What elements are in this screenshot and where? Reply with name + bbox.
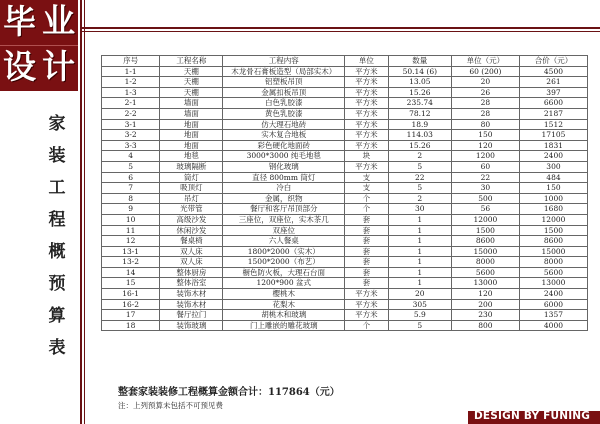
table-row (102, 257, 588, 268)
table-cell: 150 (519, 183, 587, 194)
table-cell: 30 (451, 183, 519, 194)
table-cell: 平方米 (344, 87, 388, 98)
table-cell: 2187 (519, 108, 587, 119)
logo-char: 业 (42, 1, 75, 40)
table-row (102, 172, 588, 183)
table-cell: 套 (344, 246, 388, 257)
table-cell: 橱色防火板，大理石台面 (223, 267, 345, 278)
design-credit: DESIGN BY FUNING (474, 410, 591, 422)
table-cell: 装饰木材 (160, 299, 223, 310)
table-cell: 1200*900 盆式 (223, 278, 345, 289)
side-title-char: 算 (48, 306, 66, 326)
table-body (102, 66, 588, 331)
table-cell: 天棚 (160, 66, 223, 77)
budget-table-container (101, 55, 588, 331)
table-cell: 胡桃木和玻璃 (223, 310, 345, 321)
table-cell: 1000 (519, 193, 587, 204)
table-row (102, 98, 588, 109)
logo-char: 毕 (3, 2, 36, 41)
frame-line (80, 0, 82, 424)
table-cell: 3-1 (102, 119, 160, 130)
table-cell: 套 (344, 257, 388, 268)
total-amount: 整套家装装修工程概算金额合计：117864（元） (118, 387, 340, 398)
side-title-char: 表 (48, 338, 66, 358)
table-cell: 800 (451, 320, 519, 331)
table-cell: 18 (102, 320, 160, 331)
table-cell: 平方米 (344, 108, 388, 119)
table-cell: 150 (451, 130, 519, 141)
table-cell: 12000 (519, 214, 587, 225)
table-row (102, 66, 588, 77)
table-cell: 1831 (519, 140, 587, 151)
table-cell: 8600 (519, 236, 587, 247)
table-cell: 餐厅拉门 (160, 310, 223, 321)
table-cell: 60 (200) (451, 66, 519, 77)
table-cell: 直径 800mm 筒灯 (223, 172, 345, 183)
table-cell: 26 (451, 87, 519, 98)
table-cell: 休闲沙发 (160, 225, 223, 236)
table-cell: 6000 (519, 299, 587, 310)
table-cell: 120 (451, 140, 519, 151)
logo-char: 设 (3, 47, 36, 86)
table-cell: 1 (388, 236, 451, 247)
table-cell: 整体浴室 (160, 278, 223, 289)
table-cell: 吊灯 (160, 193, 223, 204)
table-cell: 1357 (519, 310, 587, 321)
table-cell: 高级沙发 (160, 214, 223, 225)
table-cell: 15 (102, 278, 160, 289)
table-cell: 6600 (519, 98, 587, 109)
table-row (102, 225, 588, 236)
table-cell: 支 (344, 172, 388, 183)
table-cell: 平方米 (344, 310, 388, 321)
table-cell: 玻璃隔断 (160, 161, 223, 172)
table-row (102, 299, 588, 310)
table-cell: 1512 (519, 119, 587, 130)
table-cell: 5 (102, 161, 160, 172)
table-cell: 实木复合地板 (223, 130, 345, 141)
table-cell: 80 (451, 119, 519, 130)
table-cell: 20 (451, 77, 519, 88)
table-cell: 金属扣板吊顶 (223, 87, 345, 98)
table-cell: 15.26 (388, 87, 451, 98)
table-cell: 地面 (160, 119, 223, 130)
side-title-char: 预 (48, 274, 66, 294)
frame-line (80, 31, 600, 32)
table-cell: 六人餐桌 (223, 236, 345, 247)
table-cell: 铝塑板吊顶 (223, 77, 345, 88)
table-cell: 1680 (519, 204, 587, 215)
table-cell: 56 (451, 204, 519, 215)
table-cell: 双座位 (223, 225, 345, 236)
table-cell: 1500 (519, 225, 587, 236)
table-cell: 12000 (451, 214, 519, 225)
table-cell: 套 (344, 225, 388, 236)
logo-char: 计 (42, 47, 75, 86)
table-cell: 50.14 (6) (388, 66, 451, 77)
table-cell: 114.03 (388, 130, 451, 141)
table-cell: 22 (451, 172, 519, 183)
table-cell: 30 (388, 204, 451, 215)
table-cell: 4000 (519, 320, 587, 331)
table-header-row (102, 56, 588, 67)
table-row (102, 278, 588, 289)
table-cell: 墙面 (160, 108, 223, 119)
table-cell: 黄色乳胶漆 (223, 108, 345, 119)
table-cell: 钢化玻璃 (223, 161, 345, 172)
column-header: 工程名称 (160, 56, 223, 67)
table-cell: 16-2 (102, 299, 160, 310)
table-cell: 吸顶灯 (160, 183, 223, 194)
table-cell: 彩色硬化地面砖 (223, 140, 345, 151)
table-cell: 5 (388, 320, 451, 331)
table-cell: 平方米 (344, 77, 388, 88)
table-cell: 300 (519, 161, 587, 172)
table-cell: 金属，织物 (223, 193, 345, 204)
table-cell: 5 (388, 183, 451, 194)
table-row (102, 108, 588, 119)
side-title-char: 家 (48, 114, 66, 134)
table-cell: 15000 (519, 246, 587, 257)
table-row (102, 310, 588, 321)
table-cell: 13.05 (388, 77, 451, 88)
table-cell: 2 (388, 193, 451, 204)
table-cell: 120 (451, 289, 519, 300)
column-header: 合价（元） (519, 56, 587, 67)
table-cell: 2400 (519, 151, 587, 162)
table-cell: 6 (102, 172, 160, 183)
table-cell: 樱桃木 (223, 289, 345, 300)
frame-line (80, 27, 600, 29)
table-cell: 18.9 (388, 119, 451, 130)
table-cell: 冷白 (223, 183, 345, 194)
table-cell: 平方米 (344, 289, 388, 300)
table-cell: 13000 (519, 278, 587, 289)
table-cell: 484 (519, 172, 587, 183)
table-cell: 15.26 (388, 140, 451, 151)
table-cell: 12 (102, 236, 160, 247)
table-cell: 11 (102, 225, 160, 236)
table-cell: 1-3 (102, 87, 160, 98)
side-title (42, 108, 72, 364)
table-row (102, 151, 588, 162)
table-row (102, 204, 588, 215)
table-cell: 光带管 (160, 204, 223, 215)
table-cell: 个 (344, 193, 388, 204)
table-cell: 5 (388, 161, 451, 172)
table-cell: 16-1 (102, 289, 160, 300)
table-cell: 平方米 (344, 299, 388, 310)
table-cell: 木龙骨石膏板造型（局部实木） (223, 66, 345, 77)
table-row (102, 140, 588, 151)
table-cell: 1 (388, 278, 451, 289)
table-cell: 天棚 (160, 77, 223, 88)
table-cell: 1-2 (102, 77, 160, 88)
table-row (102, 87, 588, 98)
side-title-char: 工 (48, 178, 66, 198)
table-cell: 1200 (451, 151, 519, 162)
budget-table (101, 55, 588, 331)
table-cell: 17105 (519, 130, 587, 141)
table-cell: 3000*3000 纯毛地毯 (223, 151, 345, 162)
table-cell: 5600 (451, 267, 519, 278)
table-cell: 4 (102, 151, 160, 162)
table-row (102, 193, 588, 204)
table-cell: 1500*2000（布艺） (223, 257, 345, 268)
table-cell: 10 (102, 214, 160, 225)
table-cell: 个 (344, 320, 388, 331)
column-header: 单位 (344, 56, 388, 67)
table-cell: 整体厨房 (160, 267, 223, 278)
table-cell: 13-1 (102, 246, 160, 257)
frame-line (84, 0, 85, 424)
table-cell: 支 (344, 183, 388, 194)
table-cell: 2-1 (102, 98, 160, 109)
table-cell: 2400 (519, 289, 587, 300)
table-row (102, 246, 588, 257)
table-cell: 餐厅和客厅吊顶部分 (223, 204, 345, 215)
table-cell: 平方米 (344, 119, 388, 130)
table-cell: 7 (102, 183, 160, 194)
table-row (102, 267, 588, 278)
table-cell: 8600 (451, 236, 519, 247)
table-cell: 1800*2000（实木） (223, 246, 345, 257)
table-cell: 餐桌椅 (160, 236, 223, 247)
table-row (102, 77, 588, 88)
table-cell: 筒灯 (160, 172, 223, 183)
side-title-char: 概 (48, 242, 66, 262)
table-row (102, 161, 588, 172)
side-title-char: 程 (48, 210, 66, 230)
table-cell: 个 (344, 204, 388, 215)
table-cell: 平方米 (344, 161, 388, 172)
table-cell: 230 (451, 310, 519, 321)
table-cell: 5.9 (388, 310, 451, 321)
side-title-char: 装 (48, 146, 66, 166)
table-cell: 装饰玻璃 (160, 320, 223, 331)
table-cell: 平方米 (344, 140, 388, 151)
table-row (102, 214, 588, 225)
table-cell: 14 (102, 267, 160, 278)
table-cell: 17 (102, 310, 160, 321)
table-cell: 1 (388, 214, 451, 225)
table-cell: 60 (451, 161, 519, 172)
table-cell: 20 (388, 289, 451, 300)
table-cell: 花梨木 (223, 299, 345, 310)
table-cell: 397 (519, 87, 587, 98)
table-cell: 200 (451, 299, 519, 310)
column-header: 工程内容 (223, 56, 345, 67)
table-cell: 装饰木材 (160, 289, 223, 300)
table-cell: 28 (451, 108, 519, 119)
table-row (102, 236, 588, 247)
logo-divider (0, 45, 78, 46)
table-row (102, 320, 588, 331)
table-cell: 8000 (519, 257, 587, 268)
table-cell: 1 (388, 257, 451, 268)
table-cell: 套 (344, 278, 388, 289)
table-cell: 8000 (451, 257, 519, 268)
table-row (102, 289, 588, 300)
table-row (102, 130, 588, 141)
table-cell: 9 (102, 204, 160, 215)
table-cell: 白色乳胶漆 (223, 98, 345, 109)
table-cell: 平方米 (344, 130, 388, 141)
table-cell: 2-2 (102, 108, 160, 119)
table-cell: 3-3 (102, 140, 160, 151)
table-cell: 15000 (451, 246, 519, 257)
table-cell: 双人床 (160, 246, 223, 257)
table-cell: 套 (344, 267, 388, 278)
table-cell: 地面 (160, 140, 223, 151)
table-cell: 套 (344, 214, 388, 225)
table-cell: 门上雕嵌的雕花玻璃 (223, 320, 345, 331)
table-row (102, 119, 588, 130)
table-cell: 双人床 (160, 257, 223, 268)
table-cell: 套 (344, 236, 388, 247)
table-cell: 8 (102, 193, 160, 204)
table-cell: 22 (388, 172, 451, 183)
table-cell: 261 (519, 77, 587, 88)
table-cell: 305 (388, 299, 451, 310)
table-row (102, 183, 588, 194)
column-header: 单位（元） (451, 56, 519, 67)
table-cell: 墙面 (160, 98, 223, 109)
table-cell: 4500 (519, 66, 587, 77)
table-cell: 13-2 (102, 257, 160, 268)
table-cell: 1 (388, 246, 451, 257)
table-cell: 1-1 (102, 66, 160, 77)
table-cell: 1500 (451, 225, 519, 236)
table-cell: 天棚 (160, 87, 223, 98)
table-cell: 2 (388, 151, 451, 162)
column-header: 序号 (102, 56, 160, 67)
table-cell: 地面 (160, 130, 223, 141)
column-header: 数量 (388, 56, 451, 67)
logo-block (0, 0, 78, 91)
table-cell: 1 (388, 267, 451, 278)
table-cell: 235.74 (388, 98, 451, 109)
table-cell: 三座位，双座位，实木茶几 (223, 214, 345, 225)
table-cell: 3-2 (102, 130, 160, 141)
table-cell: 28 (451, 98, 519, 109)
table-cell: 5600 (519, 267, 587, 278)
table-cell: 地毯 (160, 151, 223, 162)
table-cell: 500 (451, 193, 519, 204)
table-cell: 1 (388, 225, 451, 236)
footnote: 注：上列预算未包括不可预见费 (118, 401, 223, 410)
table-cell: 仿大理石地砖 (223, 119, 345, 130)
table-cell: 平方米 (344, 66, 388, 77)
table-cell: 13000 (451, 278, 519, 289)
table-cell: 平方米 (344, 98, 388, 109)
table-cell: 块 (344, 151, 388, 162)
table-cell: 78.12 (388, 108, 451, 119)
